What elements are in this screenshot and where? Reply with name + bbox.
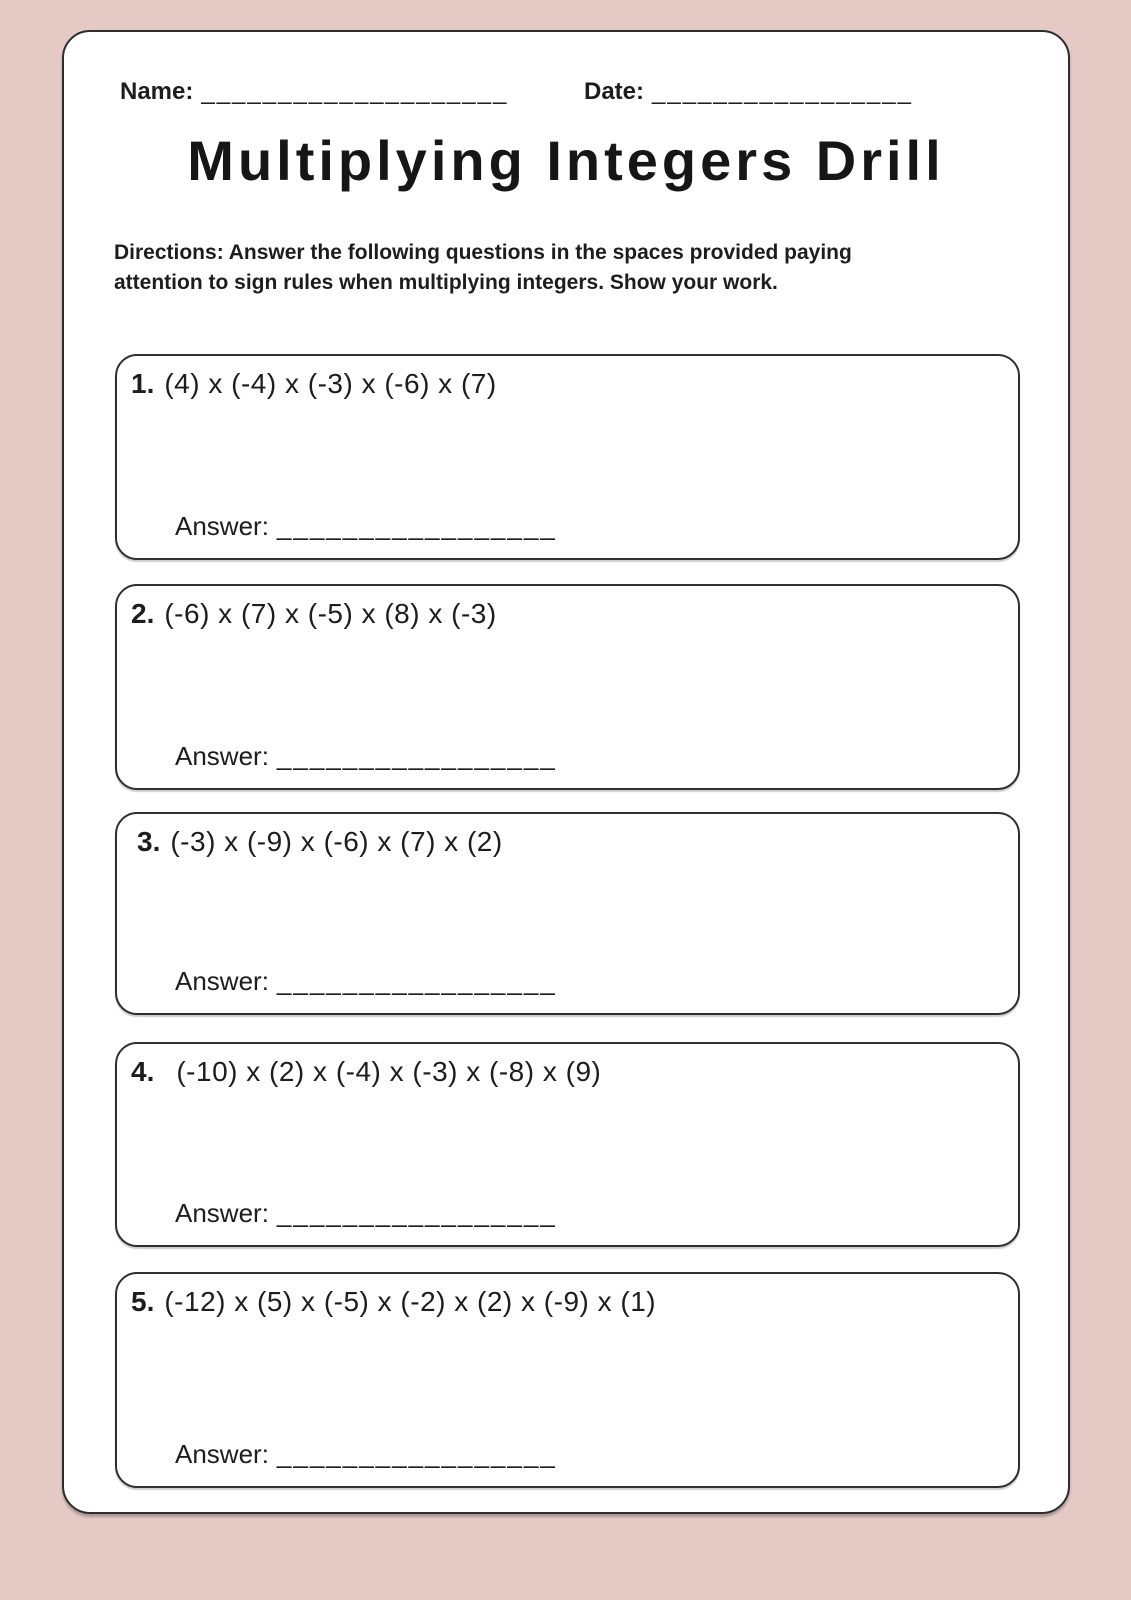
directions-line-1: Directions: Answer the following questions in the spaces provided paying <box>114 241 852 264</box>
question-expression: (-12) x (5) x (-5) x (-2) x (2) x (-9) x (1) <box>164 1286 657 1317</box>
question-expression: (4) x (-4) x (-3) x (-6) x (7) <box>164 368 497 399</box>
directions-text <box>114 238 994 298</box>
answer-label: Answer: <box>175 1439 269 1469</box>
answer-blank-line[interactable]: _________________ <box>276 966 557 996</box>
directions-line-2: attention to sign rules when multiplying integers. Show your work. <box>114 271 778 294</box>
question-line <box>117 356 1018 400</box>
answer-label: Answer: <box>175 966 269 996</box>
answer-line <box>175 966 557 997</box>
question-box-1 <box>115 354 1020 560</box>
question-box-5 <box>115 1272 1020 1488</box>
question-line <box>117 1044 1018 1088</box>
answer-blank-line[interactable]: _________________ <box>276 1198 557 1228</box>
question-number: 4. <box>131 1056 155 1087</box>
answer-line <box>175 1198 557 1229</box>
question-number: 5. <box>131 1286 155 1317</box>
worksheet-card <box>62 30 1070 1514</box>
answer-line <box>175 741 557 772</box>
question-box-3 <box>115 812 1020 1015</box>
date-blank-line[interactable]: _________________ <box>652 78 913 105</box>
question-expression: (-3) x (-9) x (-6) x (7) x (2) <box>170 826 503 857</box>
question-line <box>117 814 1018 858</box>
question-expression: (-6) x (7) x (-5) x (8) x (-3) <box>164 598 497 629</box>
answer-line <box>175 511 557 542</box>
answer-blank-line[interactable]: _________________ <box>276 1439 557 1469</box>
name-date-row <box>120 78 1016 112</box>
question-number: 1. <box>131 368 155 399</box>
question-box-2 <box>115 584 1020 790</box>
answer-label: Answer: <box>175 1198 269 1228</box>
date-label: Date: <box>584 78 645 105</box>
question-line <box>117 1274 1018 1318</box>
answer-line <box>175 1439 557 1470</box>
question-number: 3. <box>137 826 161 857</box>
question-box-4 <box>115 1042 1020 1247</box>
question-number: 2. <box>131 598 155 629</box>
answer-blank-line[interactable]: _________________ <box>276 741 557 771</box>
answer-blank-line[interactable]: _________________ <box>276 511 557 541</box>
page-title: Multiplying Integers Drill <box>187 129 945 192</box>
question-line <box>117 586 1018 630</box>
name-blank-line[interactable]: ____________________ <box>201 78 509 105</box>
name-field <box>120 78 508 106</box>
question-expression: (-10) x (2) x (-4) x (-3) x (-8) x (9) <box>176 1056 602 1087</box>
answer-label: Answer: <box>175 511 269 541</box>
answer-label: Answer: <box>175 741 269 771</box>
name-label: Name: <box>120 78 194 105</box>
date-field <box>584 78 913 106</box>
